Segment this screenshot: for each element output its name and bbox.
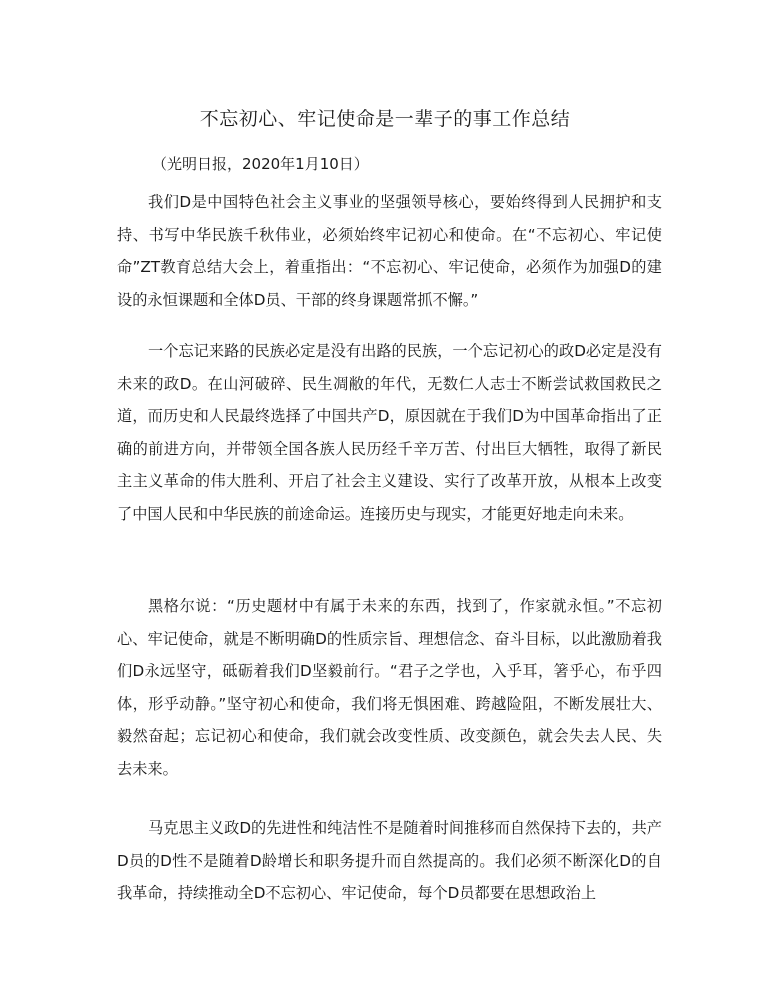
document-title: 不忘初心、牢记使命是一辈子的事工作总结 (199, 108, 571, 130)
paragraph-4: 马克思主义政D的先进性和纯洁性不是随着时间推移而自然保持下去的，共产D员的D性不是随着D龄增长和职务提升而自然提高的。我们必须不断深化D的自我革命，持续推动全D不忘初心、牢记使命，每个D员都要在思想政治上 (117, 819, 662, 902)
paragraph-1: 我们D是中国特色社会主义事业的坚强领导核心，要始终得到人民拥护和支持、书写中华民族千秋伟业，必须始终牢记初心和使命。在“不忘初心、牢记使命”ZT教育总结大会上，着重指出：“不忘初心、牢记使命，必须作为加强D的建设的永恒课题和全体D员、干部的终身课题常抓不懈。” (117, 193, 662, 309)
source-line: （光明日报，2020年1月10日） (152, 155, 369, 173)
paragraph-3: 黑格尔说：“历史题材中有属于未来的东西，找到了，作家就永恒。”不忘初心、牢记使命，就是不断明确D的性质宗旨、理想信念、奋斗目标，以此激励着我们D永远坚守，砥砺着我们D坚毅前行。“君子之学也，入乎耳，箸乎心，布乎四体，形乎动静。”坚守初心和使命，我们将无惧困难、跨越险阻，不断发展壮大、毅然奋起；忘记初心和使命，我们就会改变性质、改变颜色，就会失去人民、失去未来。 (117, 597, 662, 778)
paragraph-2: 一个忘记来路的民族必定是没有出路的民族，一个忘记初心的政D必定是没有未来的政D。在山河破碎、民生凋敝的年代，无数仁人志士不断尝试救国救民之道，而历史和人民最终选择了中国共产D，原因就在于我们D为中国革命指出了正确的前进方向，并带领全国各族人民历经千辛万苦、付出巨大牺牲，取得了新民主主义革命的伟大胜利、开启了社会主义建设、实行了改革开放，从根本上改变了中国人民和中华民族的前途命运。连接历史与现实，才能更好地走向未来。 (117, 342, 662, 523)
